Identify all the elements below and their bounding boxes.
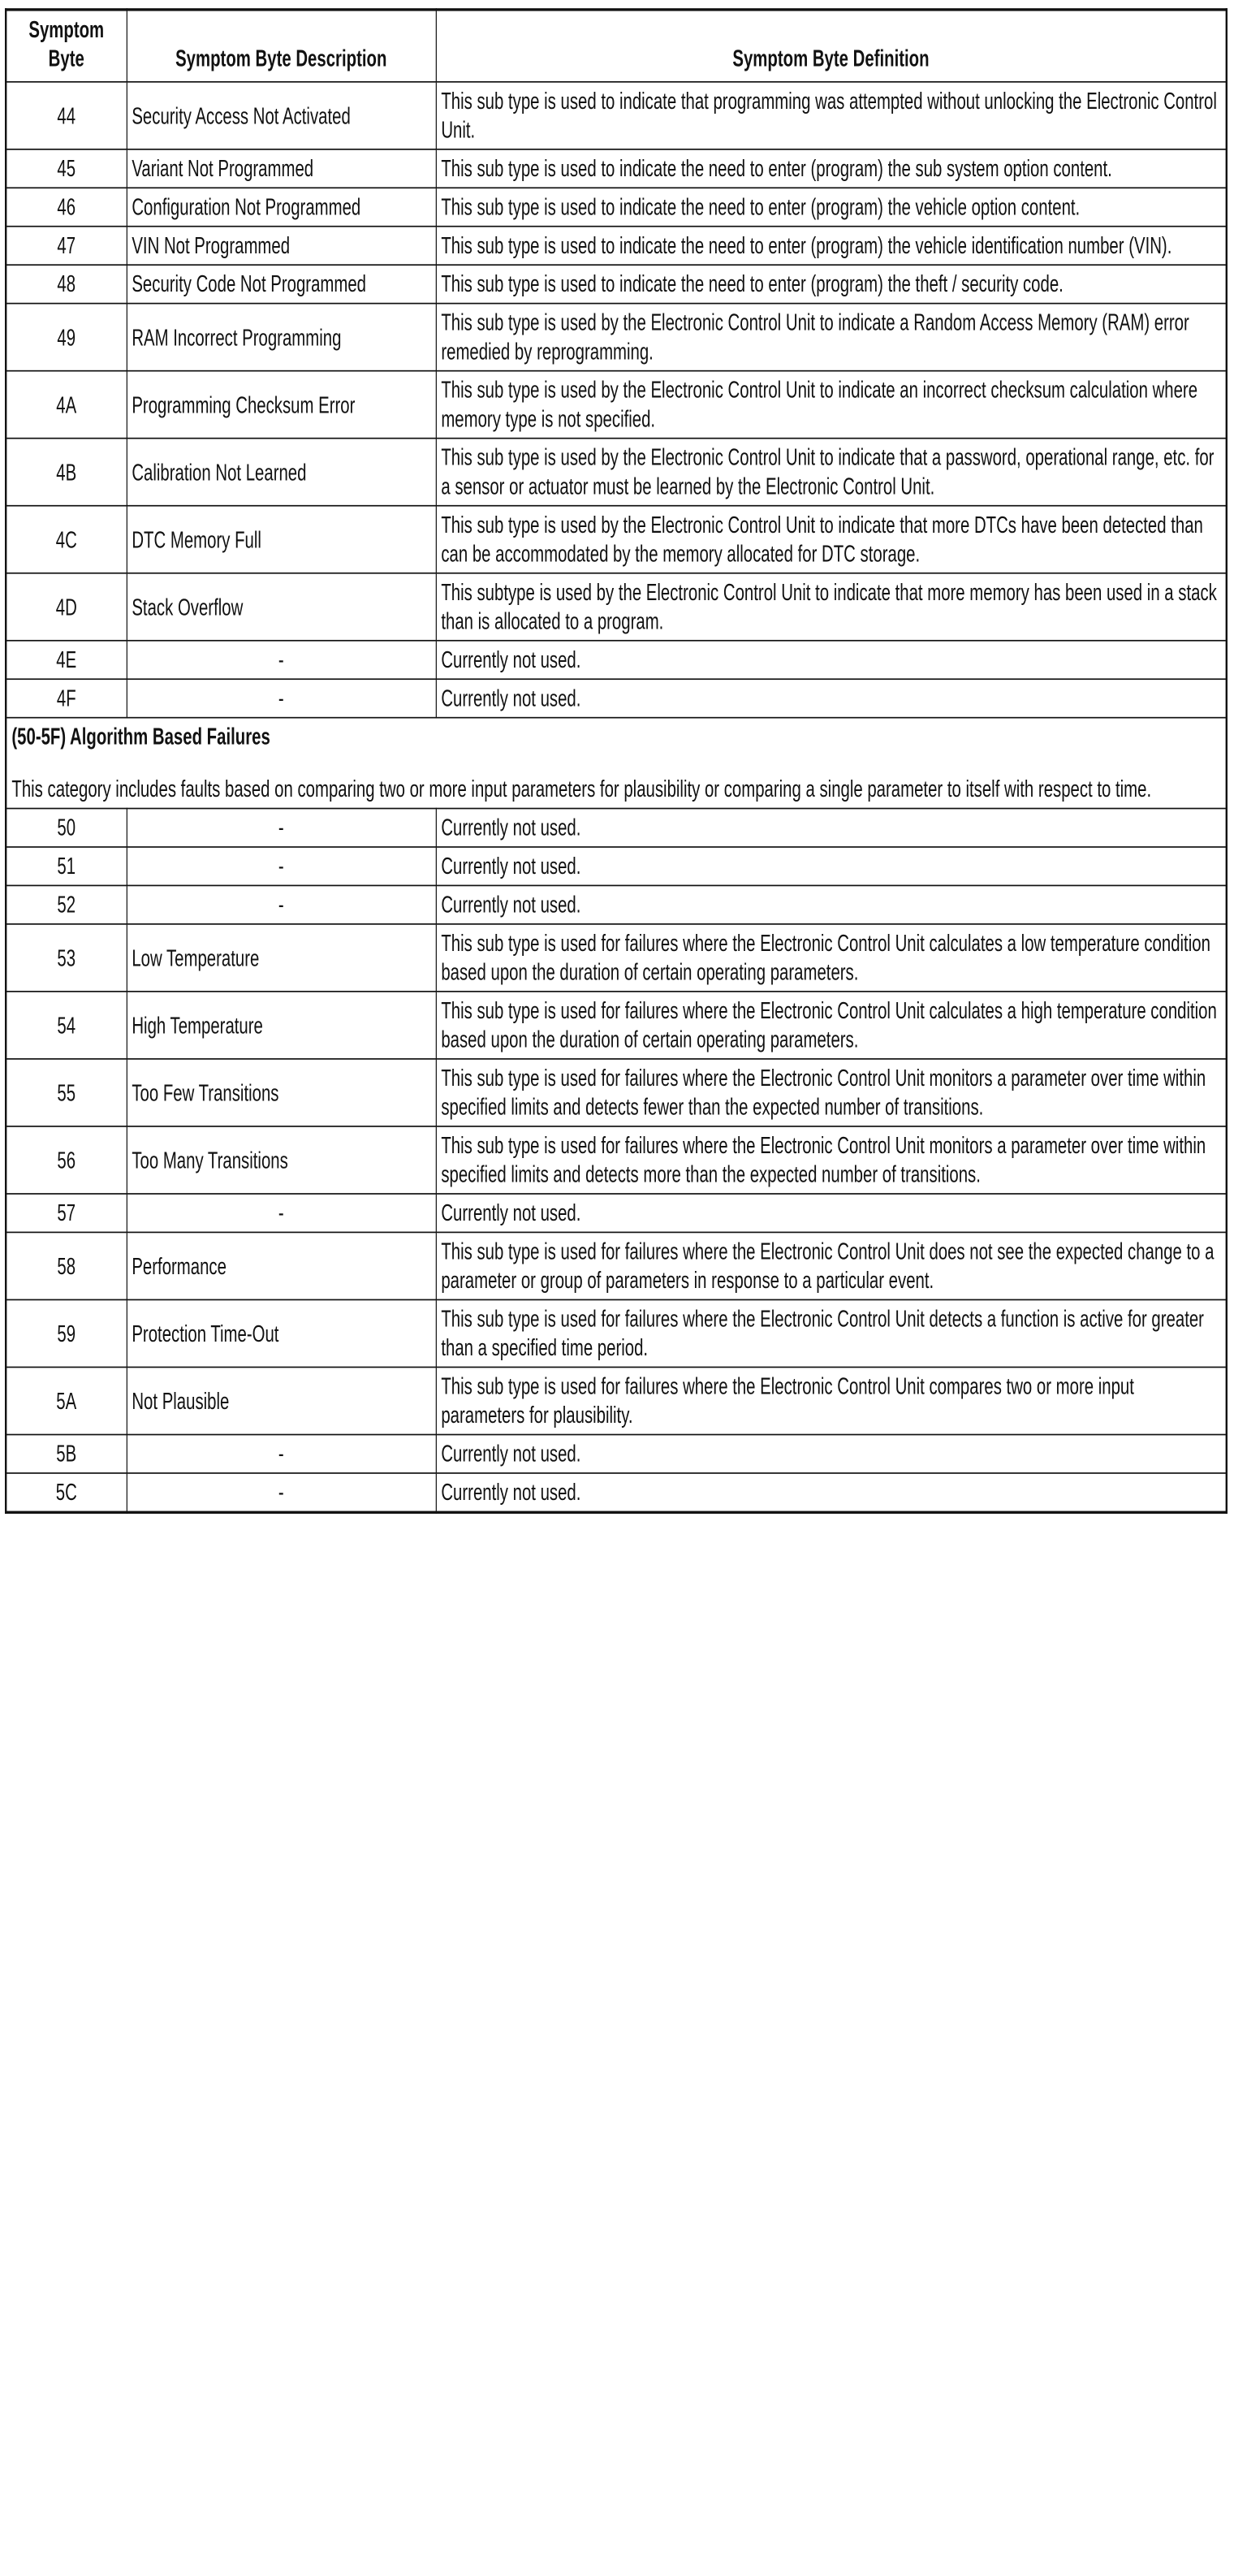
definition-cell: This sub type is used to indicate the need to enter (program) the vehicle option content. xyxy=(436,188,1227,226)
table-row xyxy=(6,439,1227,506)
symptom-byte-cell: 53 xyxy=(6,924,127,992)
symptom-byte-cell: 52 xyxy=(6,885,127,923)
header-symptom-byte-description: Symptom Byte Description xyxy=(127,10,436,82)
definition-cell: Currently not used. xyxy=(436,1435,1227,1473)
symptom-byte-cell: 4F xyxy=(6,679,127,717)
description-cell: - xyxy=(127,847,436,885)
symptom-byte-cell: 44 xyxy=(6,82,127,149)
table-row xyxy=(6,265,1227,303)
description-cell: Security Code Not Programmed xyxy=(127,265,436,303)
symptom-byte-cell: 45 xyxy=(6,149,127,188)
table-row xyxy=(6,641,1227,679)
definition-cell: This sub type is used by the Electronic Control Unit to indicate that a password, operational range, etc. for a sensor or actuator must be learned by the Electronic Control Unit. xyxy=(436,439,1227,506)
description-cell: Protection Time-Out xyxy=(127,1299,436,1367)
description-cell: Not Plausible xyxy=(127,1367,436,1434)
definition-cell: Currently not used. xyxy=(436,1473,1227,1512)
definition-cell: This sub type is used for failures where the Electronic Control Unit monitors a parameter over time within specified limits and detects more than the expected number of transitions. xyxy=(436,1126,1227,1194)
table-row xyxy=(6,304,1227,371)
definition-cell: This sub type is used for failures where the Electronic Control Unit compares two or more input parameters for plausibility. xyxy=(436,1367,1227,1434)
definition-cell: This sub type is used for failures where the Electronic Control Unit calculates a low temperature condition based upon the duration of certain operating parameters. xyxy=(436,924,1227,992)
table-header-row xyxy=(6,10,1227,82)
table-body-top xyxy=(6,82,1227,718)
description-cell: RAM Incorrect Programming xyxy=(127,304,436,371)
table-row xyxy=(6,82,1227,149)
definition-cell: This sub type is used by the Electronic Control Unit to indicate a Random Access Memory (RAM) error remedied by reprogramming. xyxy=(436,304,1227,371)
definition-cell: Currently not used. xyxy=(436,885,1227,923)
description-cell: - xyxy=(127,1194,436,1232)
table-row xyxy=(6,1473,1227,1512)
definition-cell: This sub type is used by the Electronic Control Unit to indicate an incorrect checksum calculation where memory type is not specified. xyxy=(436,371,1227,439)
section-cell xyxy=(6,718,1227,809)
table-row xyxy=(6,188,1227,226)
symptom-byte-cell: 5C xyxy=(6,1473,127,1512)
definition-cell: This sub type is used for failures where the Electronic Control Unit detects a function is active for greater than a specified time period. xyxy=(436,1299,1227,1367)
description-cell: Security Access Not Activated xyxy=(127,82,436,149)
definition-cell: Currently not used. xyxy=(436,641,1227,679)
symptom-byte-cell: 54 xyxy=(6,992,127,1059)
description-cell: Programming Checksum Error xyxy=(127,371,436,439)
symptom-byte-cell: 47 xyxy=(6,227,127,265)
symptom-byte-cell: 57 xyxy=(6,1194,127,1232)
definition-cell: This sub type is used to indicate the need to enter (program) the vehicle identification number (VIN). xyxy=(436,227,1227,265)
symptom-byte-cell: 55 xyxy=(6,1059,127,1126)
table-row xyxy=(6,149,1227,188)
definition-cell: This sub type is used by the Electronic Control Unit to indicate that more DTCs have been detected than can be accommodated by the memory allocated for DTC storage. xyxy=(436,506,1227,573)
description-cell: Too Many Transitions xyxy=(127,1126,436,1194)
description-cell: High Temperature xyxy=(127,992,436,1059)
table-row xyxy=(6,809,1227,847)
definition-cell: Currently not used. xyxy=(436,1194,1227,1232)
symptom-byte-cell: 58 xyxy=(6,1232,127,1299)
symptom-byte-cell: 4A xyxy=(6,371,127,439)
definition-cell: This sub type is used for failures where the Electronic Control Unit calculates a high temperature condition based upon the duration of certain operating parameters. xyxy=(436,992,1227,1059)
description-cell: Performance xyxy=(127,1232,436,1299)
symptom-byte-cell: 4B xyxy=(6,439,127,506)
table-row xyxy=(6,1059,1227,1126)
symptom-byte-cell: 50 xyxy=(6,809,127,847)
table-row xyxy=(6,847,1227,885)
table-body-bottom xyxy=(6,809,1227,1513)
table-row xyxy=(6,1126,1227,1194)
table-row xyxy=(6,1232,1227,1299)
section-body xyxy=(6,718,1227,809)
description-cell: Stack Overflow xyxy=(127,573,436,641)
table-row xyxy=(6,227,1227,265)
header-symptom-byte-definition: Symptom Byte Definition xyxy=(436,10,1227,82)
description-cell: Calibration Not Learned xyxy=(127,439,436,506)
table-row xyxy=(6,506,1227,573)
table-row xyxy=(6,1194,1227,1232)
symptom-byte-cell: 48 xyxy=(6,265,127,303)
table-row xyxy=(6,573,1227,641)
description-cell: - xyxy=(127,809,436,847)
symptom-byte-cell: 46 xyxy=(6,188,127,226)
description-cell: VIN Not Programmed xyxy=(127,227,436,265)
definition-cell: This sub type is used for failures where the Electronic Control Unit monitors a parameter over time within specified limits and detects fewer than the expected number of transitions. xyxy=(436,1059,1227,1126)
description-cell: - xyxy=(127,641,436,679)
symptom-byte-cell: 5A xyxy=(6,1367,127,1434)
table-row xyxy=(6,992,1227,1059)
definition-cell: Currently not used. xyxy=(436,847,1227,885)
definition-cell: Currently not used. xyxy=(436,679,1227,717)
symptom-byte-cell: 4D xyxy=(6,573,127,641)
description-cell: - xyxy=(127,679,436,717)
section-text: This category includes faults based on comparing two or more input parameters for plausibility or comparing a single parameter to itself with respect to time. xyxy=(11,776,1152,802)
table-row xyxy=(6,371,1227,439)
description-cell: - xyxy=(127,1473,436,1512)
table-row xyxy=(6,679,1227,717)
description-cell: DTC Memory Full xyxy=(127,506,436,573)
section-title: (50-5F) Algorithm Based Failures xyxy=(11,724,270,750)
header-symptom-byte: Symptom Byte xyxy=(6,10,127,82)
symptom-byte-cell: 5B xyxy=(6,1435,127,1473)
description-cell: - xyxy=(127,1435,436,1473)
symptom-byte-cell: 4E xyxy=(6,641,127,679)
table-row xyxy=(6,924,1227,992)
table-row xyxy=(6,1299,1227,1367)
description-cell: Too Few Transitions xyxy=(127,1059,436,1126)
table-row xyxy=(6,885,1227,923)
description-cell: Low Temperature xyxy=(127,924,436,992)
definition-cell: This sub type is used to indicate the need to enter (program) the sub system option content. xyxy=(436,149,1227,188)
symptom-byte-cell: 59 xyxy=(6,1299,127,1367)
section-row xyxy=(6,718,1227,809)
description-cell: Configuration Not Programmed xyxy=(127,188,436,226)
table-row xyxy=(6,1367,1227,1434)
definition-cell: This sub type is used to indicate the need to enter (program) the theft / security code. xyxy=(436,265,1227,303)
table-row xyxy=(6,1435,1227,1473)
symptom-byte-table xyxy=(5,8,1228,1514)
description-cell: Variant Not Programmed xyxy=(127,149,436,188)
definition-cell: This sub type is used to indicate that programming was attempted without unlocking the Electronic Control Unit. xyxy=(436,82,1227,149)
symptom-byte-cell: 56 xyxy=(6,1126,127,1194)
symptom-byte-cell: 4C xyxy=(6,506,127,573)
definition-cell: This sub type is used for failures where the Electronic Control Unit does not see the expected change to a parameter or group of parameters in response to a particular event. xyxy=(436,1232,1227,1299)
symptom-byte-cell: 49 xyxy=(6,304,127,371)
definition-cell: Currently not used. xyxy=(436,809,1227,847)
symptom-byte-cell: 51 xyxy=(6,847,127,885)
definition-cell: This subtype is used by the Electronic Control Unit to indicate that more memory has been used in a stack than is allocated to a program. xyxy=(436,573,1227,641)
description-cell: - xyxy=(127,885,436,923)
